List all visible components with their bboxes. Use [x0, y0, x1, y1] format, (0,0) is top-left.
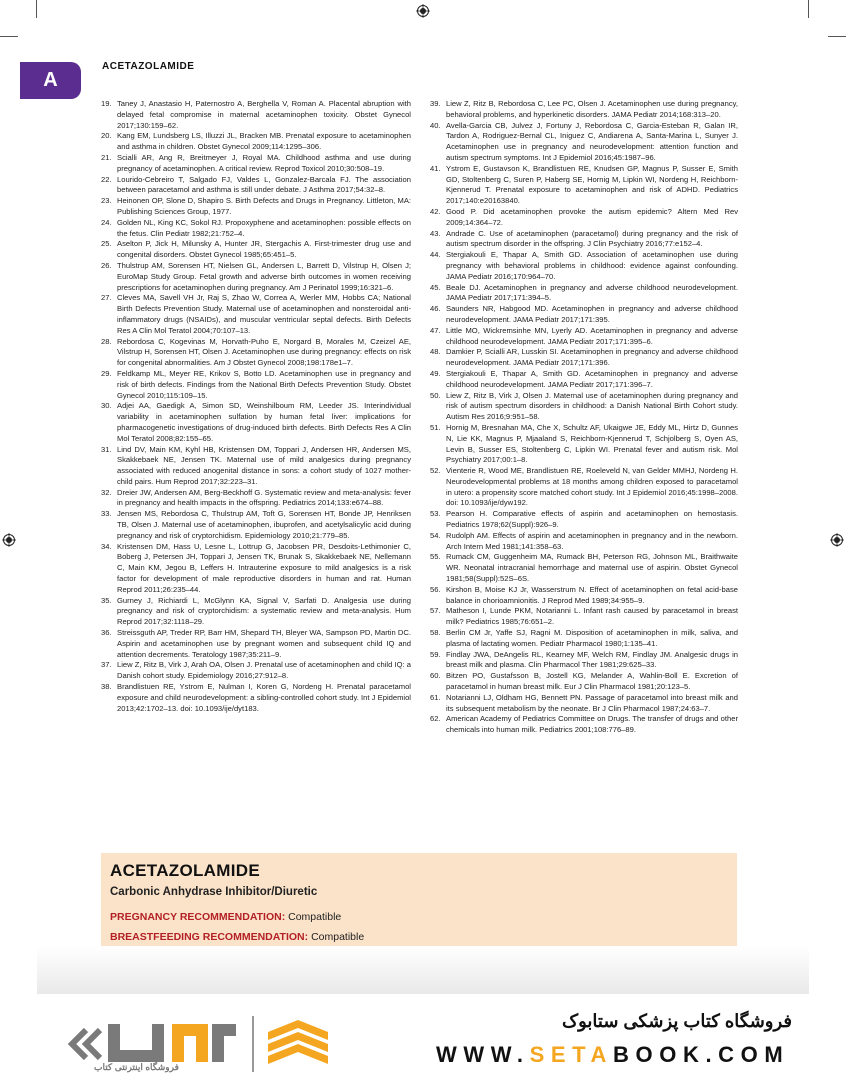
reference-text: Saunders NR, Habgood MD. Acetaminophen in pregnancy and adverse childhood neurodevelopment. JAMA Pediatr 2017;171:395.: [446, 304, 738, 324]
reference-item: [430, 585, 738, 607]
reference-text: Andrade C. Use of acetaminophen (paracetamol) during pregnancy and the risk of autism spectrum disorder in the offspring. J Clin Psychiatry 2016;77:e152–4.: [446, 228, 738, 249]
drug-class: Carbonic Anhydrase Inhibitor/Diuretic: [110, 886, 318, 898]
reference-number: 23.: [101, 196, 112, 206]
reference-item: [101, 337, 411, 369]
reference-item: [430, 714, 738, 736]
reference-text: Little MO, Wickremsinhe MN, Lyerly AD. Acetaminophen in pregnancy and adverse childhood neurodevelopment. JAMA Pediatr 2017;171:395–6.: [446, 325, 738, 346]
reference-text: Rebordosa C, Kogevinas M, Horvath-Puho E, Norgard B, Morales M, Czeizel AE, Vilstrup H, Sorensen HT, Olsen J. Acetaminophen use during pregnancy: effects on risk for congenital abnormalities. Am J Obstet Gynecol 2008;198:178e1–7.: [117, 336, 411, 368]
section-letter: A: [43, 69, 58, 91]
reference-item: [430, 99, 738, 121]
reference-item: [101, 261, 411, 293]
reference-item: [430, 423, 738, 466]
reference-item: [430, 628, 738, 650]
reference-text: Kristensen DM, Hass U, Lesne L, Lottrup G, Jacobsen PR, Desdoits-Lethimonier C, Boberg J, Petersen JH, Toppari J, Jensen TK, Brunak S, Skakkebaek NE, Nellemann C, Main KM, Jegou B, Leffers H. Intrauterine exposure to mild analgesics is a risk factor for development of male reproductive disorders in human and rat. Human Reprod 2011;26:235–44.: [117, 541, 411, 594]
crop-mark: [0, 36, 18, 37]
reference-number: 58.: [430, 628, 441, 638]
drug-title: ACETAZOLAMIDE: [110, 861, 260, 880]
references-left-column: [101, 99, 411, 714]
reference-item: [101, 660, 411, 682]
reference-text: Pearson H. Comparative effects of aspirin and acetaminophen on hemostasis. Pediatrics 1978;62(Suppl):926–9.: [446, 509, 738, 530]
reference-text: Taney J, Anastasio H, Paternostro A, Berghella V, Roman A. Placental abruption with delayed fetal compromise in maternal acetaminophen toxicity. Obstet Gynecol 2017;130:159–62.: [117, 99, 411, 130]
pregnancy-recommendation: [110, 911, 341, 923]
store-logo: [60, 1010, 330, 1078]
reference-number: 45.: [430, 282, 441, 292]
reference-item: [430, 283, 738, 305]
reference-item: [430, 606, 738, 628]
reference-text: Cleves MA, Savell VH Jr, Raj S, Zhao W, Correa A, Werler MM, Hobbs CA; National Birth Defects Prevention Study. Maternal use of acetaminophen and nonsteroidal anti-inflammatory drugs (NSAIDs), and muscular ventricular septal defects. Birth Defects Res A Clin Mol Teratol 2004;70:107–13.: [117, 293, 411, 335]
reference-text: Findlay JWA, DeAngelis RL, Kearney MF, Welch RM, Findlay JM. Analgesic drugs in breast milk and plasma. Clin Pharmacol Ther 1981;29:625–33.: [446, 649, 738, 670]
reference-number: 42.: [430, 206, 441, 216]
crop-mark: [828, 36, 846, 37]
registration-mark-icon: [2, 533, 16, 547]
reference-item: [430, 250, 738, 282]
store-url-suffix: BOOK.COM: [613, 1042, 790, 1067]
reference-item: [101, 488, 411, 510]
reference-number: 29.: [101, 368, 112, 378]
reference-number: 49.: [430, 368, 441, 378]
reference-text: Ystrom E, Gustavson K, Brandlistuen RE, Knudsen GP, Magnus P, Susser E, Smith GD, Stoltenberg C, Suren P, Haberg SE, Hornig M, Lipkin WI, Nordeng H, Reichborn-Kjennerud T. Prenatal exposure to acetaminophen and risk of ADHD. Pediatrics 2017;140:e20163840.: [446, 163, 738, 206]
page-shadow: [37, 946, 809, 994]
reference-text: Liew Z, Ritz B, Virk J, Arah OA, Olsen J. Prenatal use of acetaminophen and child IQ: a Danish cohort study. Epidemiology 2016;27:912–8.: [117, 660, 411, 681]
reference-number: 22.: [101, 174, 112, 184]
reference-number: 38.: [101, 682, 112, 692]
reference-number: 51.: [430, 422, 441, 432]
reference-item: [101, 293, 411, 336]
reference-number: 56.: [430, 584, 441, 594]
reference-number: 21.: [101, 152, 112, 162]
reference-number: 53.: [430, 509, 441, 519]
reference-number: 25.: [101, 239, 112, 249]
reference-text: Vienterie R, Wood ME, Brandlistuen RE, Roeleveld N, van Gelder MMHJ, Nordeng H. Neurodevelopmental problems at 18 months among children exposed to paracetamol in utero: a propensity score matched cohort study. Int J Epidemiol 2016;45:1998–2008. doi: 10.1093/ije/dyw192.: [446, 466, 738, 508]
reference-number: 30.: [101, 401, 112, 411]
reference-item: [101, 628, 411, 660]
reference-item: [430, 326, 738, 348]
reference-item: [101, 682, 411, 714]
registration-mark-icon: [830, 533, 844, 547]
reference-number: 55.: [430, 552, 441, 562]
crop-mark: [808, 0, 809, 18]
pregnancy-recommendation-value: Compatible: [288, 911, 342, 923]
reference-item: [101, 369, 411, 401]
reference-text: Berlin CM Jr, Yaffe SJ, Ragni M. Disposition of acetaminophen in milk, saliva, and plasma of lactating women. Pediatr Pharmacol 1980;1:135–41.: [446, 628, 738, 648]
reference-number: 52.: [430, 466, 441, 476]
reference-number: 61.: [430, 692, 441, 702]
reference-text: Jensen MS, Rebordosa C, Thulstrup AM, Toft G, Sorensen HT, Bonde JP, Henriksen TB, Olsen J. Maternal use of acetaminophen, ibuprofen, and acetylsalicylic acid during pregnancy and risk of cryptorchidism. Epidemiology 2010;21:779–85.: [117, 509, 411, 540]
reference-text: Liew Z, Ritz B, Rebordosa C, Lee PC, Olsen J. Acetaminophen use during pregnancy, behavioral problems, and hyperkinetic disorders. JAMA Pediatr 2014;168:313–20.: [446, 99, 738, 119]
reference-text: Kirshon B, Moise KJ Jr, Wasserstrum N. Effect of acetaminophen on fetal acid-base balance in chorioamnionitis. J Reprod Med 1989;34:955–9.: [446, 584, 738, 605]
reference-number: 44.: [430, 250, 441, 260]
reference-text: Liew Z, Ritz B, Virk J, Olsen J. Maternal use of acetaminophen during pregnancy and risk of autism spectrum disorders in childhood: a Danish National Birth Cohort study. Autism Res 2016;9:951–58.: [446, 390, 738, 422]
reference-text: Rumack CM, Guggenheim MA, Rumack BH, Peterson RG, Johnson ML, Braithwaite WR. Neonatal intracranial hemorrhage and maternal use of aspirin. Obstet Gynecol 1981;58(Suppl):52S–6S.: [446, 552, 738, 584]
reference-number: 59.: [430, 649, 441, 659]
reference-number: 37.: [101, 660, 112, 670]
reference-item: [430, 121, 738, 164]
reference-text: Stergiakouli E, Thapar A, Smith GD. Acetaminophen in pregnancy and adverse childhood neurodevelopment. JAMA Pediatr 2017;171:396–7.: [446, 368, 738, 389]
reference-text: Brandlistuen RE, Ystrom E, Nulman I, Koren G, Nordeng H. Prenatal paracetamol exposure and child neurodevelopment: a sibling-controlled cohort study. Int J Epidemiol 2013;42:1702–13. doi: 10.1093/ije/dyt183.: [117, 682, 411, 713]
reference-item: [430, 693, 738, 715]
reference-item: [101, 196, 411, 218]
store-url: [436, 1042, 789, 1068]
reference-item: [101, 131, 411, 153]
store-url-prefix: WWW.: [436, 1042, 530, 1067]
reference-item: [101, 445, 411, 488]
reference-item: [101, 509, 411, 541]
reference-number: 50.: [430, 390, 441, 400]
store-name: فروشگاه کتاب پزشکی ستابوک: [562, 1011, 792, 1031]
reference-item: [101, 153, 411, 175]
reference-number: 34.: [101, 541, 112, 551]
reference-number: 39.: [430, 99, 441, 108]
reference-text: Aselton P, Jick H, Milunsky A, Hunter JR, Stergachis A. First-trimester drug use and congenital disorders. Obstet Gynecol 1985;65:451–5.: [117, 239, 411, 260]
reference-item: [430, 391, 738, 423]
reference-item: [430, 164, 738, 207]
reference-item: [101, 401, 411, 444]
reference-number: 24.: [101, 217, 112, 227]
reference-number: 60.: [430, 671, 441, 681]
reference-text: Beale DJ. Acetaminophen in pregnancy and adverse childhood neurodevelopment. JAMA Pediatr 2017;171:394–5.: [446, 282, 738, 303]
reference-number: 43.: [430, 228, 441, 238]
reference-text: Lind DV, Main KM, Kyhl HB, Kristensen DM, Toppari J, Andersen HR, Andersen MS, Skakkebaek NE, Jensen TK. Maternal use of mild analgesics during pregnancy associated with reduced anogenital distance in sons: a cohort study of 1027 mother-child pairs. Hum Reprod 2017;32:223–31.: [117, 444, 411, 486]
reference-item: [430, 466, 738, 509]
logo-subtitle: فروشگاه اینترنتی کتاب: [94, 1062, 179, 1072]
references-right-column: [430, 99, 738, 736]
reference-number: 62.: [430, 714, 441, 724]
reference-number: 19.: [101, 99, 112, 108]
reference-number: 48.: [430, 347, 441, 357]
reference-text: Notarianni LJ, Oldham HG, Bennett PN. Passage of paracetamol into breast milk and its subsequent metabolism by the neonate. Br J Clin Pharmacol 1987;24:63–7.: [446, 692, 738, 713]
reference-number: 26.: [101, 260, 112, 270]
reference-text: Thulstrup AM, Sorensen HT, Nielsen GL, Andersen L, Barrett D, Vilstrup H, Olsen J; EuroMap Study Group. Fetal growth and adverse birth outcomes in women receiving prescriptions for acetaminophen during pregnancy. Am J Perinatol 1999;16:321–6.: [117, 260, 411, 292]
section-letter-tab: [20, 62, 81, 99]
reference-text: Bitzen PO, Gustafsson B, Jostell KG, Melander A, Wahlin-Boll E. Excretion of paracetamol in human breast milk. Eur J Clin Pharmacol 1981;20:123–5.: [446, 671, 738, 692]
reference-text: Rudolph AM. Effects of aspirin and acetaminophen in pregnancy and in the newborn. Arch Intern Med 1981;141:358–63.: [446, 530, 738, 551]
reference-item: [430, 347, 738, 369]
reference-text: Dreier JW, Andersen AM, Berg-Beckhoff G. Systematic review and meta-analysis: fever in pregnancy and health impacts in the offspring. Pediatrics 2014;133:e674–88.: [117, 487, 411, 508]
breastfeeding-recommendation-value: Compatible: [311, 931, 365, 943]
reference-item: [430, 552, 738, 584]
reference-number: 32.: [101, 487, 112, 497]
reference-number: 54.: [430, 530, 441, 540]
reference-item: [430, 304, 738, 326]
reference-text: Adjei AA, Gaedigk A, Simon SD, Weinshilboum RM, Leeder JS. Interindividual variability in acetaminophen sulfation by human fetal liver: implications for pharmacogenetic investigations of drug-induced birth defects. Birth Defects Res A Clin Mol Teratol 2008;82:155–65.: [117, 401, 411, 443]
reference-text: Hornig M, Bresnahan MA, Che X, Schultz AF, Ukaigwe JE, Eddy ML, Hirtz D, Gunnes N, Lie KK, Magnus P, Mjaaland S, Reichborn-Kjennerud T, Schjolberg S, Oyen AS, Levin B, Susser ES, Stoltenberg C, Lipkin WI. Prenatal fever and autism risk. Mol Psychiatry 2017;00:1–8.: [446, 422, 738, 465]
reference-text: Heinonen OP, Slone D, Shapiro S. Birth Defects and Drugs in Pregnancy. Littleton, MA: Publishing Sciences Group, 1977.: [117, 196, 411, 216]
reference-item: [430, 369, 738, 391]
reference-item: [101, 218, 411, 240]
reference-number: 33.: [101, 509, 112, 519]
reference-text: American Academy of Pediatrics Committee on Drugs. The transfer of drugs and other chemicals into human milk. Pediatrics 2001;108:776–89.: [446, 714, 738, 735]
reference-text: Good P. Did acetaminophen provoke the autism epidemic? Altern Med Rev 2009;14:364–72.: [446, 206, 738, 227]
running-head: ACETAZOLAMIDE: [102, 61, 195, 72]
reference-item: [101, 542, 411, 596]
reference-number: 35.: [101, 595, 112, 605]
reference-number: 31.: [101, 444, 112, 454]
reference-text: Matheson I, Lunde PKM, Notarianni L. Infant rash caused by paracetamol in breast milk? Pediatrics 1985;76:651–2.: [446, 606, 738, 627]
reference-number: 28.: [101, 336, 112, 346]
reference-number: 46.: [430, 304, 441, 314]
reference-text: Golden NL, King KC, Sokol RJ. Propoxyphene and acetaminophen: possible effects on the fetus. Clin Pediatr 1982;21:752–4.: [117, 217, 411, 238]
reference-text: Scialli AR, Ang R, Breitmeyer J, Royal MA. Childhood asthma and use during pregnancy of acetaminophen. A critical review. Reprod Toxicol 2010;30:508–19.: [117, 152, 411, 173]
reference-number: 27.: [101, 293, 112, 303]
reference-text: Avella-Garcia CB, Julvez J, Fortuny J, Rebordosa C, Garcia-Esteban R, Galan IR, Tardon A, Rodriguez-Bernal CL, Iniguez C, Andiarena A, Santa-Marina L, Sunyer J. Acetaminophen use in pregnancy and neurodevelopment: attention function and autism spectrum symptoms. Int J Epidemiol 2016;45:1987–96.: [446, 120, 738, 162]
reference-number: 41.: [430, 163, 441, 173]
reference-number: 40.: [430, 120, 441, 130]
reference-text: Gurney J, Richiardi L, McGlynn KA, Signal V, Sarfati D. Analgesia use during pregnancy and risk of cryptorchidism: a systematic review and meta-analysis. Hum Reprod 2017;32:1118–29.: [117, 595, 411, 627]
breastfeeding-recommendation: [110, 931, 364, 943]
reference-item: [430, 229, 738, 251]
drug-entry-box: [101, 853, 737, 953]
reference-text: Feldkamp ML, Meyer RE, Krikov S, Botto LD. Acetaminophen use in pregnancy and risk of birth defects. Findings from the National Birth Defects Prevention Study. Obstet Gynecol 2010;115:109–15.: [117, 368, 411, 400]
reference-text: Stergiakouli E, Thapar A, Smith GD. Association of acetaminophen use during pregnancy with behavioral problems in childhood: evidence against confounding. JAMA Pediatr 2016;170:964–70.: [446, 250, 738, 281]
pregnancy-recommendation-label: PREGNANCY RECOMMENDATION:: [110, 911, 286, 923]
reference-item: [430, 509, 738, 531]
reference-item: [101, 239, 411, 261]
reference-item: [430, 531, 738, 553]
reference-number: 47.: [430, 325, 441, 335]
reference-number: 20.: [101, 131, 112, 141]
store-url-highlight: SETA: [529, 1042, 614, 1067]
reference-item: [101, 175, 411, 197]
reference-number: 36.: [101, 628, 112, 638]
reference-item: [430, 671, 738, 693]
crop-mark: [36, 0, 37, 18]
reference-item: [101, 596, 411, 628]
reference-item: [430, 650, 738, 672]
reference-text: Lourido-Cebreiro T, Salgado FJ, Valdes L, Gonzalez-Barcala FJ. The association between paracetamol and asthma is still under debate. J Asthma 2017;54:32–8.: [117, 174, 411, 195]
breastfeeding-recommendation-label: BREASTFEEDING RECOMMENDATION:: [110, 931, 309, 943]
reference-number: 57.: [430, 606, 441, 616]
reference-text: Kang EM, Lundsberg LS, Illuzzi JL, Bracken MB. Prenatal exposure to acetaminophen and asthma in children. Obstet Gynecol 2009;114:1295–306.: [117, 131, 411, 152]
reference-text: Streissguth AP, Treder RP, Barr HM, Shepard TH, Bleyer WA, Sampson PD, Martin DC. Aspirin and acetaminophen use by pregnant women and subsequent child IQ and attention decrements. Teratology 1987;35:211–9.: [117, 628, 411, 659]
reference-item: [430, 207, 738, 229]
reference-text: Damkier P, Scialli AR, Lusskin SI. Acetaminophen in pregnancy and adverse childhood neurodevelopment. JAMA Pediatr 2017;171:396.: [446, 347, 738, 368]
registration-mark-icon: [416, 4, 430, 18]
reference-item: [101, 99, 411, 131]
